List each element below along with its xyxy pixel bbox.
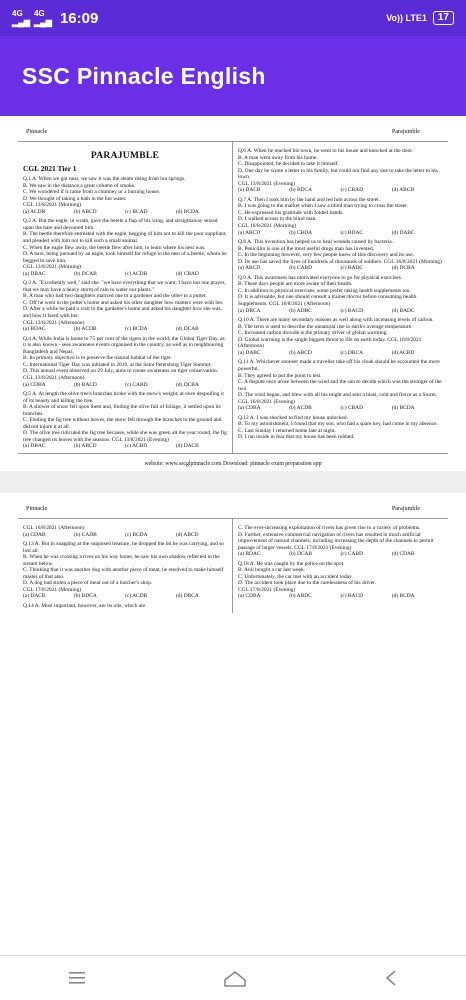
question-line: Q.7 A. Then I took him by the hand and led him across the street. bbox=[238, 196, 381, 203]
question-line: C. Increased carbon dioxide is the primary driver of global warming. bbox=[238, 330, 388, 337]
question-line: C. In addition to physical exercises, some prefer taking health supplements too. bbox=[238, 287, 411, 294]
question-line: B. Its primary objective is to preserve the natural habitat of the tiger. bbox=[23, 355, 172, 362]
option: (d) ABCD bbox=[176, 531, 199, 538]
options-row bbox=[238, 265, 443, 272]
question-line: CGL 13/8/2021 (Morning) bbox=[23, 202, 82, 209]
page-gap bbox=[0, 471, 466, 493]
question-line: B. The beetle therefore entreated with the eagle, begging of him not to kill the poor suppliant, and pleaded with him not to kill such a small animal. bbox=[23, 231, 227, 245]
question-list bbox=[238, 148, 443, 441]
question-block bbox=[238, 415, 443, 441]
question-line: Q.3 A. "Excellently well," said she. "we have everything that we want; I have but one prayer, that we may have a heavy storm of rain to water our plants." bbox=[23, 280, 226, 293]
question-line: B. A shower of snow fell upon them and, finding the olive full of foliage, it settled upon its branches. bbox=[23, 404, 221, 417]
page-header bbox=[18, 116, 448, 141]
option: (a) DBAC bbox=[23, 270, 46, 277]
options-row bbox=[238, 350, 443, 357]
question-line: Q.11 A. Whichever sooneer made a traveller take off his cloak should be accounted the more powerful. bbox=[238, 359, 440, 372]
option: (b) CADB bbox=[74, 531, 97, 538]
options-row bbox=[23, 326, 227, 333]
question-list bbox=[23, 176, 227, 450]
question-line: CGL 17/8/2021 (Evening) bbox=[238, 586, 296, 593]
question-line: C. Thinking that it was another dog with another piece of meat, he resolved to make himself master of that also. bbox=[23, 567, 224, 580]
navigation-bar bbox=[0, 955, 466, 1000]
question-block bbox=[23, 336, 227, 388]
option: (c) BCDA bbox=[125, 326, 148, 333]
option: (b) DCAB bbox=[74, 270, 97, 277]
option: (d) DCAB bbox=[176, 326, 199, 333]
question-line: D. A hare, being pursued by an eagle, took himself for refuge to the nest of a beetle, whom he begged to save him. bbox=[23, 251, 227, 264]
page-footer: website: www.sscglpinnacle.com Download: pinnacle exam preparation app bbox=[18, 453, 448, 471]
question-block bbox=[23, 541, 227, 600]
question-block bbox=[238, 197, 443, 236]
question-line: B. When he was crossing a river on his way home, he saw his own shadow reflected in the stream below. bbox=[23, 554, 220, 567]
option: (b) ABCD bbox=[289, 349, 312, 356]
question-line: Q.18 A. He was caught by the police on the spot. bbox=[238, 560, 345, 567]
option: (b) CABD bbox=[289, 265, 313, 272]
question-line: D. I ran inside in fear that my house has been robbed. bbox=[238, 434, 355, 441]
option: (c) CABD bbox=[125, 381, 148, 388]
signal-icon: 4G ▂▄▆ bbox=[12, 9, 30, 27]
question-line: D. The accident took place due to the carelessness of his driver. bbox=[238, 580, 377, 587]
option: (b) CBDA bbox=[289, 229, 313, 236]
question-line: Q.14 A. Most important, however, are its oils, which are bbox=[23, 602, 146, 609]
option: (b) ABDC bbox=[289, 593, 312, 600]
question-line: Q.8 A. This invention has helped us to heal wounds caused by bacteria. bbox=[238, 239, 393, 246]
option: (d) DCBA bbox=[391, 265, 415, 272]
page-header-right: Parajumble bbox=[391, 128, 420, 135]
option: (a) DACB bbox=[23, 593, 46, 600]
options-row bbox=[238, 187, 443, 194]
question-line: B. To my astonishment, I found that my son, who had a spare key, had come in my absence. bbox=[238, 421, 438, 428]
option: (d) ACBD bbox=[391, 349, 415, 356]
question-line: Q.9 A. This awareness has motivated everyone to go for physical exercises. bbox=[238, 274, 403, 281]
home-icon[interactable] bbox=[222, 968, 248, 988]
question-line: C. Finding the fig tree without leaves, the snow fell through the branches to the ground and did not injure it at all. bbox=[23, 417, 222, 430]
question-line: C. We wondered if it came from a chimney or a burning house. bbox=[23, 189, 161, 196]
question-block bbox=[238, 275, 443, 314]
option: (c) ACBD bbox=[125, 443, 148, 450]
question-block bbox=[23, 603, 227, 610]
question-line: D. Further, extensive commercial navigation of rivers has resulted in much artificial improvement of natural channels, including increasing the depth of the channels to permit passage of larger vessels. CGL 17/8/2021 (Evening) bbox=[238, 531, 434, 551]
question-line: D. The wind began, and blew with all his might and sent a blast, cold and fierce as a Storm. CGL 16/8/2021 (Evening) bbox=[238, 392, 438, 405]
question-line: Q.10 A. There are many secondary reasons as well along with increasing levels of carbon. bbox=[238, 317, 434, 324]
question-block bbox=[23, 525, 227, 538]
page-header-left: Pinnacle bbox=[26, 504, 48, 512]
option: (d) DCBA bbox=[176, 381, 199, 388]
question-line: C. International Tiger Day was initiated in 2010, at the Saint Petersburg Tiger Summit. bbox=[23, 361, 212, 368]
options-row bbox=[23, 382, 227, 389]
option: (b) BACD bbox=[74, 381, 97, 388]
option: (a) DBAC bbox=[23, 443, 46, 450]
option: (d) ABCD bbox=[391, 187, 415, 194]
question-block bbox=[23, 280, 227, 332]
app-bar bbox=[0, 36, 466, 116]
option: (a) CDBA bbox=[23, 381, 46, 388]
options-row bbox=[23, 443, 227, 450]
option: (d) DBCA bbox=[176, 593, 199, 600]
document-title: PARAJUMBLE bbox=[90, 151, 160, 161]
question-line: Q.4 A. While India is home to 75 per cent of the tigers in the world, the Global Tiger Day, as it is also known - sees awareness events organised in the country, as well as in neighbouring Bangladesh and Nepal. bbox=[23, 335, 225, 355]
question-line: Q.5 A. At length the olive tree's branches broke with the snow's weight, at once despoiling it of its beauty and killing the tree. bbox=[23, 391, 224, 404]
pdf-viewer[interactable] bbox=[0, 116, 466, 613]
question-line: D. After a while he paid a visit to the gardener's home and asked his daughter how she was, and how it fared with her. bbox=[23, 306, 222, 320]
left-column bbox=[18, 519, 233, 613]
option: (b) ADBC bbox=[289, 307, 312, 314]
option: (b) ACDB bbox=[74, 326, 97, 333]
option: (a) DBCA bbox=[238, 307, 261, 314]
options-row bbox=[238, 308, 443, 315]
right-column bbox=[233, 519, 448, 613]
signal-icon-2: 4G ▂▄▆ bbox=[33, 9, 52, 27]
question-block bbox=[238, 148, 443, 194]
option: (c) BDAC bbox=[340, 229, 364, 236]
question-line: D. Global warming is the single biggest threat to life on earth today. CGL 16/8/2021 (Afternoon) bbox=[238, 336, 422, 350]
option: (d) BCDA bbox=[176, 208, 199, 215]
question-line: C. Unfortunately, the car met with an accident today. bbox=[238, 573, 353, 580]
status-bar bbox=[0, 0, 466, 36]
option: (a) BDAC bbox=[23, 326, 46, 333]
option: (c) CBAD bbox=[340, 187, 364, 194]
question-line: D. Its use has saved the lives of hundreds of thousands of soldiers. CGL 16/8/2021 (Morning) bbox=[238, 258, 442, 265]
option: (d) BCDA bbox=[391, 593, 415, 600]
option: (a) CDAB bbox=[23, 531, 46, 538]
page-header-right: Parajumble bbox=[391, 504, 420, 512]
question-line: B. The term is used to describe the unnatural rise in earth's average temperature. bbox=[238, 323, 413, 330]
option: (a) ACDB bbox=[23, 208, 46, 215]
option: (c) ACDB bbox=[125, 593, 148, 600]
question-line: B. A man went away from his home. bbox=[238, 154, 318, 161]
options-row bbox=[238, 405, 443, 412]
option: (b) DCAB bbox=[289, 551, 313, 558]
option: (b) ABCD bbox=[74, 208, 97, 215]
question-line: C. A dispute once arose between the wind and the sun to decide which was the stronger of the two. bbox=[238, 379, 442, 392]
option: (a) BDAC bbox=[238, 551, 261, 558]
options-row bbox=[238, 230, 443, 237]
question-line: D. The olive tree ridiculed the fig tree because, while she was green all the year round, the fig tree changed its leaves with the seasons. CGL 13/8/2021 (Evening) bbox=[23, 430, 227, 443]
menu-icon[interactable] bbox=[67, 970, 87, 986]
options-row bbox=[23, 593, 227, 600]
question-line: C. Disappointed, he decided to take it himself. bbox=[238, 161, 339, 168]
section-subtitle: CGL 2021 Tier 1 bbox=[23, 163, 77, 173]
option: (b) BDCA bbox=[289, 187, 313, 194]
option: (c) BCDA bbox=[125, 531, 148, 538]
options-row bbox=[23, 532, 227, 539]
option: (c) BADC bbox=[340, 265, 364, 272]
option: (c) DBCA bbox=[340, 349, 364, 356]
options-row bbox=[23, 271, 227, 278]
page-header bbox=[18, 493, 448, 518]
right-column bbox=[233, 142, 448, 453]
option: (a) ABCD bbox=[238, 229, 261, 236]
question-list bbox=[238, 525, 443, 600]
question-line: CGL 13/8/2021 (Afternoon) bbox=[23, 319, 85, 326]
option: (d) DABC bbox=[391, 229, 415, 236]
question-line: B. Penicillin is one of the most useful drugs man has invented. bbox=[238, 245, 375, 252]
pdf-page-1 bbox=[18, 116, 448, 471]
question-line: D. We thought of taking a bath in the hot water. bbox=[23, 195, 127, 202]
question-line: C. In the beginning however, very few people knew of this discovery and its use. bbox=[238, 252, 415, 259]
option: (c) BCAD bbox=[125, 208, 148, 215]
question-block bbox=[23, 391, 227, 450]
question-line: CGL 13/8/2021 (Evening) bbox=[238, 180, 296, 187]
option: (d) CBAD bbox=[176, 270, 199, 277]
option: (a) DABC bbox=[238, 349, 261, 356]
question-line: CGL 13/8/2021 (Morning) bbox=[23, 264, 82, 271]
question-line: C. Off he went to the potter's home and asked his other daughter how matters were with her. bbox=[23, 299, 224, 306]
question-line: CGL 16/8/2021 (Morning) bbox=[238, 223, 297, 230]
question-line: C. Last Sunday I returned home late at night. bbox=[238, 427, 336, 434]
option: (a) DACB bbox=[238, 187, 261, 194]
option: (d) CDAB bbox=[391, 551, 415, 558]
options-row bbox=[238, 551, 443, 558]
option: (c) ACDB bbox=[125, 270, 148, 277]
question-line: B. I was going to the market when I saw a blind man trying to cross the street. bbox=[238, 203, 408, 210]
options-row bbox=[238, 593, 443, 600]
option: (c) CABD bbox=[340, 551, 364, 558]
question-line: D. This annual event observed on 29 July, aims to create awareness on tiger conservation. CGL 13/8/2021 (Afternoon) bbox=[23, 368, 219, 381]
question-line: CGL 16/8/2021 (Afternoon) bbox=[23, 524, 85, 531]
back-icon[interactable] bbox=[383, 969, 399, 987]
pdf-page-2 bbox=[18, 493, 448, 613]
question-line: C. He expressed his gratitude with folded hands. bbox=[238, 209, 344, 216]
question-line: D. A dog had stolen a piece of meat out of a butcher's shop. bbox=[23, 580, 153, 587]
question-line: D. One day he wrote a letter to his family, but could not find any one to take the letter to his town. bbox=[238, 167, 438, 181]
option: (b) BDCA bbox=[74, 593, 97, 600]
left-column bbox=[18, 142, 233, 453]
question-line: CGL 17/8/2021 (Morning) bbox=[23, 586, 82, 593]
option: (d) BADC bbox=[391, 307, 415, 314]
question-line: B. A man who had two daughters married one to a gardener and the other to a potter. bbox=[23, 293, 207, 300]
option: (a) CDBA bbox=[238, 405, 261, 412]
question-line: B. They agreed to put the point to test. bbox=[238, 372, 322, 379]
question-line: C. When the eagle flew away, the beetle flew after him, to learn where his nest was. bbox=[23, 244, 206, 251]
page-header-left: Pinnacle bbox=[26, 128, 48, 135]
question-line: C. The ever-increasing exploitation of rivers has given rise to a variety of problems. bbox=[238, 524, 421, 531]
volte-indicator: Vo)) LTE1 bbox=[386, 13, 427, 23]
options-row bbox=[23, 209, 227, 216]
question-line: B. These days people are more aware of their health. bbox=[238, 281, 353, 288]
question-block bbox=[23, 218, 227, 277]
question-block bbox=[23, 176, 227, 215]
option: (b) ACDB bbox=[289, 405, 312, 412]
option: (d) BCDA bbox=[391, 405, 415, 412]
question-block bbox=[238, 239, 443, 272]
option: (a) CDBA bbox=[238, 593, 261, 600]
question-block bbox=[238, 359, 443, 411]
question-line: Q.2 A. But the eagle, in wrath, gave the beetle a flap of his wing, and straightaway seized upon the hare and devoured him. bbox=[23, 218, 218, 231]
option: (d) DACB bbox=[176, 443, 199, 450]
app-title: SSC Pinnacle English bbox=[22, 62, 266, 89]
question-line: Q.6 A. When he reached his town, he went to his house and knocked at the door. bbox=[238, 148, 414, 154]
option: (c) BACD bbox=[340, 593, 364, 600]
question-line: B. We saw in the distance a great column of smoke. bbox=[23, 182, 136, 189]
question-line: Q.13 A. But in snapping at the supposed treasure, he dropped the bit he was carrying, and so lost all. bbox=[23, 541, 224, 554]
question-line: Q.12 A. I was shocked to find my house unlocked. bbox=[238, 414, 348, 421]
question-block bbox=[238, 561, 443, 600]
option: (a) ABCD bbox=[238, 265, 261, 272]
question-line: Q.1 A. When we got near, we saw it was the steam rising from hot springs. bbox=[23, 176, 186, 183]
option: (c) CBAD bbox=[340, 405, 364, 412]
option: (b) ABCD bbox=[74, 443, 97, 450]
question-line: D. I walked across to the blind man. bbox=[238, 216, 317, 223]
question-list bbox=[23, 525, 227, 610]
question-block bbox=[238, 317, 443, 356]
option: (c) BACD bbox=[340, 307, 364, 314]
question-block bbox=[238, 525, 443, 558]
question-line: B. Anil bought a car last week. bbox=[238, 567, 306, 574]
battery-icon: 17 bbox=[433, 11, 454, 25]
clock: 16:09 bbox=[59, 9, 99, 27]
question-line: D. It is advisable, but one should consult a trainer/doctor before consuming health Supplements. CGL 16/8/2021 (Afternoon) bbox=[238, 294, 417, 308]
